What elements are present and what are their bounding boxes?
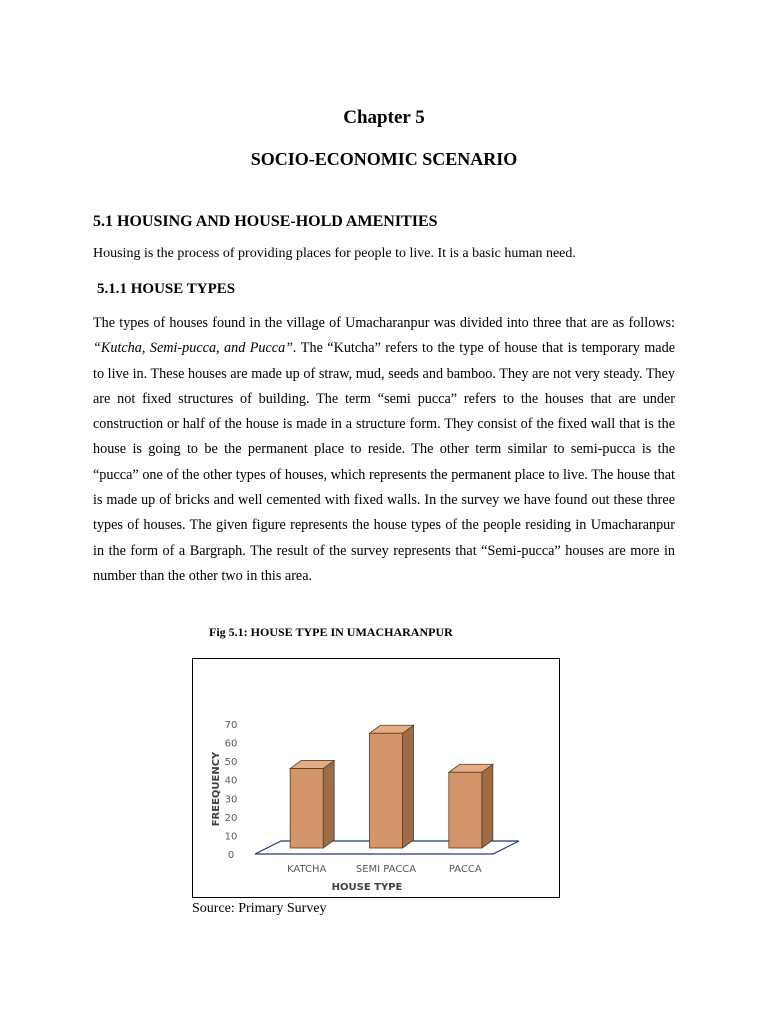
y-tick-label: 10	[224, 831, 238, 843]
figure-caption: Fig 5.1: HOUSE TYPE IN UMACHARANPUR	[209, 625, 453, 639]
section-heading: 5.1 HOUSING AND HOUSE-HOLD AMENITIES	[93, 213, 438, 230]
bar-side-katcha	[323, 761, 334, 848]
intro-paragraph: Housing is the process of providing places for people to live. It is a basic human need.	[93, 246, 576, 261]
chapter-heading: Chapter 5	[343, 107, 425, 128]
chapter-title: SOCIO-ECONOMIC SCENARIO	[250, 149, 518, 169]
bar-side-pacca	[482, 764, 493, 848]
y-axis-label: FREEQUENCY	[211, 751, 222, 827]
y-tick-label: 20	[224, 812, 238, 824]
bar-pacca	[449, 772, 482, 848]
y-tick-label: 40	[224, 775, 238, 787]
x-tick-label: KATCHA	[287, 864, 327, 875]
bar-side-semi-pacca	[403, 725, 414, 848]
y-tick-label: 60	[224, 738, 238, 750]
x-tick-label: SEMI PACCA	[355, 864, 417, 875]
x-tick-label: PACCA	[448, 864, 482, 875]
body-text-part1: The types of houses found in the village of Umacharanpur was divided into three that are as follows:	[93, 315, 675, 331]
y-tick-label: 70	[224, 720, 238, 731]
bar-katcha	[290, 769, 323, 848]
body-text-italic: “Kutcha, Semi-pucca, and Pucca”.	[93, 340, 297, 357]
x-axis-label: HOUSE TYPE	[331, 882, 403, 893]
bar-chart	[193, 659, 561, 899]
y-tick-label: 0	[227, 850, 235, 861]
subsection-heading: 5.1.1 HOUSE TYPES	[97, 281, 236, 297]
figure-source: Source: Primary Survey	[192, 901, 327, 916]
body-paragraph	[93, 311, 675, 589]
body-text-part2: The “Kutcha” refers to the type of house that is temporary made to live in. These houses are made up of straw, mud, seeds and bamboo. They are not very steady. They are not fixed structures of building. The term “semi pucca” refers to the houses that are under construction or half of the house is made in a structure form. They consist of the fixed wall that is the house is going to be the permanent place to reside. The other term similar to semi-pucca is the “pucca” one of the other types of houses, which represents the permanent place to live. The house that is made up of bricks and well cemented with fixed walls. In the survey we have found out these three types of houses. The given figure represents the house types of the people residing in Umacharanpur in the form of a Bargraph. The result of the survey represents that “Semi-pucca” houses are more in number than the other two in this area.	[93, 340, 675, 584]
bar-semi-pacca	[370, 733, 403, 848]
y-tick-label: 50	[224, 757, 238, 769]
y-tick-label: 30	[224, 794, 238, 806]
bar-chart-figure	[192, 658, 560, 898]
